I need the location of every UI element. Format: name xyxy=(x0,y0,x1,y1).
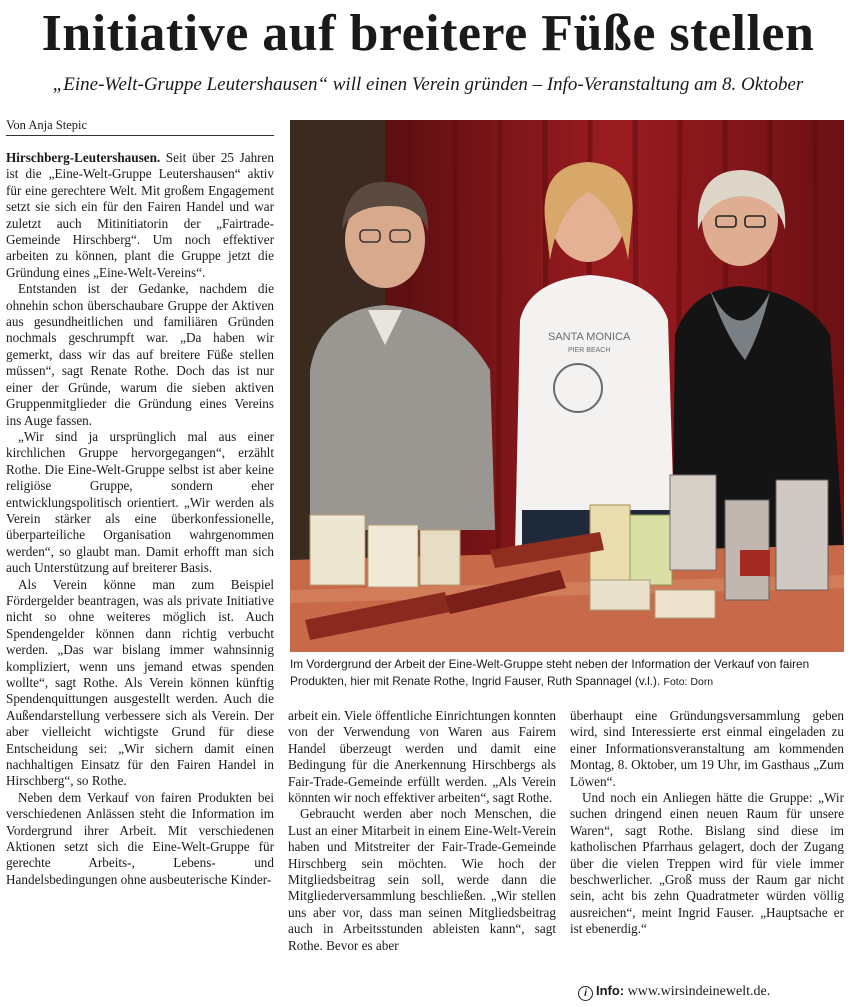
paragraph-text: Seit über 25 Jahren ist die „Eine-Welt-Gruppe Leutershausen“ aktiv für eine gerechtere Welt. Mit großem Engagement setzt sie sich ein für den Fairen Handel und war zuletzt auch Mitinitiatorin der „Fairtrade-Gemeinde Hirschberg“. Um noch effektiver arbeiten zu können, plant die Gruppe jetzt die Gründung eines „Eine-Welt-Vereins“. xyxy=(6,150,274,280)
article-column-1 xyxy=(6,150,274,1002)
paragraph: arbeit ein. Viele öffentliche Einrichtungen konnten von der Verwendung von Waren aus Fairem Handel überzeugt werden und damit eine Bedingung für die Anerkennung Hirschbergs als Fair-Trade-Gemeinde erfüllt werden. „Als Verein könnten wir noch effektiver arbeiten“, sagt Rothe. xyxy=(288,708,556,806)
subheadline: „Eine-Welt-Gruppe Leutershausen“ will einen Verein gründen – Info-Veranstaltung am 8. Oktober xyxy=(52,74,804,95)
info-label: Info: xyxy=(596,983,625,998)
dateline: Hirschberg-Leutershausen. xyxy=(6,150,161,165)
info-box xyxy=(578,982,848,1001)
paragraph: Entstanden ist der Gedanke, nachdem die ohnehin schon überschaubare Gruppe der Aktiven aus gesundheitlichen und familiären Gründen nochmals geschrumpft war. „Da haben wir gemerkt, dass wir das auf breitere Füße stellen müssen“, sagt Renate Rothe. Doch das ist nur einer der Gründe, warum die sieben aktiven Gruppenmitglieder die Gründung eines Vereins ins Auge fassen. xyxy=(6,281,274,428)
byline: Von Anja Stepic xyxy=(6,117,274,136)
paragraph xyxy=(6,150,274,281)
article-column-2 xyxy=(288,708,556,1004)
shirt-print-1: SANTA MONICA xyxy=(548,331,631,343)
article-column-3 xyxy=(570,708,844,976)
paragraph: Als Verein könne man zum Beispiel Fördergelder beantragen, was als private Initiative nicht so ohne weiteres möglich ist. Auch Spendengelder können dann richtig verbucht werden. „Das war bislang immer wahnsinnig kompliziert, wenn uns jemand etwas spenden wollte“, sagt Rothe. Als Verein können künftig Spendenquittungen ausgestellt werden. Auch die Außendarstellung verbessere sich als Verein. Der aber vielleicht wichtigste Grund für diese Entscheidung sei: „Wir sichern damit einen nachhaltigen Einsatz für den Fairen Handel in Hirschberg“, so Rothe. xyxy=(6,576,274,789)
info-link[interactable]: www.wirsindeinewelt.de. xyxy=(627,984,771,999)
paragraph: Gebraucht werden aber noch Menschen, die Lust an einer Mitarbeit in einem Eine-Welt-Verein haben und Mitstreiter der Fair-Trade-Gemeinde Hirschberg sein möchten. Wie hoch der Mitgliedsbeitrag sein soll, werde dann die Mitgliederversammlung beschließen. „Wir stellen uns aber vor, dass man seinen Mitgliedsbeitrag auch in Arbeitsstunden ableisten kann“, sagt Rothe. Bevor es aber xyxy=(288,806,556,953)
info-icon: i xyxy=(578,986,593,1001)
photo-caption xyxy=(290,656,844,690)
paragraph: „Wir sind ja ursprünglich mal aus einer kirchlichen Gruppe hervorgegangen“, erzählt Rothe. Die Eine-Welt-Gruppe selbst ist aber keine religiöse Gruppe, sondern eher entwicklungspolitisch orientiert. „Wir werden als Verein stärker als eine überkonfessionelle, überparteiliche Organisation wahrgenommen werden“, so glaubt man. Damit erhofft man sich auch Unterstützung auf breiterer Basis. xyxy=(6,428,274,576)
caption-text: Im Vordergrund der Arbeit der Eine-Welt-Gruppe steht neben der Information der Verkauf von fairen Produkten, hier mit Renate Rothe, Ingrid Fauser, Ruth Spannagel (v.l.). xyxy=(290,657,810,688)
paragraph: Und noch ein Anliegen hätte die Gruppe: „Wir suchen dringend einen neuen Raum für unsere Waren“, sagt Rothe. Bislang sind diese im katholischen Pfarrhaus gelagert, doch der Zugang über die vielen Treppen wird für viele immer beschwerlicher. „Groß muss der Raum gar nicht sein, acht bis zehn Quadratmeter würden völlig ausreichen“, meint Ingrid Fauser. „Hauptsache er ist ebenerdig.“ xyxy=(570,790,844,937)
paragraph: überhaupt eine Gründungsversammlung geben wird, sind Interessierte erst einmal eingeladen zu einer Informationsveranstaltung am kommenden Montag, 8. Oktober, um 19 Uhr, im Gasthaus „Zum Löwen“. xyxy=(570,708,844,789)
photo-credit: Foto: Dorn xyxy=(663,675,714,688)
headline: Initiative auf breitere Füße stellen xyxy=(41,5,815,62)
shirt-print-2: PIER BEACH xyxy=(568,347,611,354)
article-photo xyxy=(290,120,844,652)
photo-illustration xyxy=(290,120,844,652)
paragraph: Neben dem Verkauf von fairen Produkten bei verschiedenen Anlässen steht die Information im Vordergrund ihrer Arbeit. Mit verschiedenen Aktionen setzt sich die Eine-Welt-Gruppe für gerechte Arbeits-, Lebens- und Handelsbedingungen ohne ausbeuterische Kinder- xyxy=(6,789,274,887)
